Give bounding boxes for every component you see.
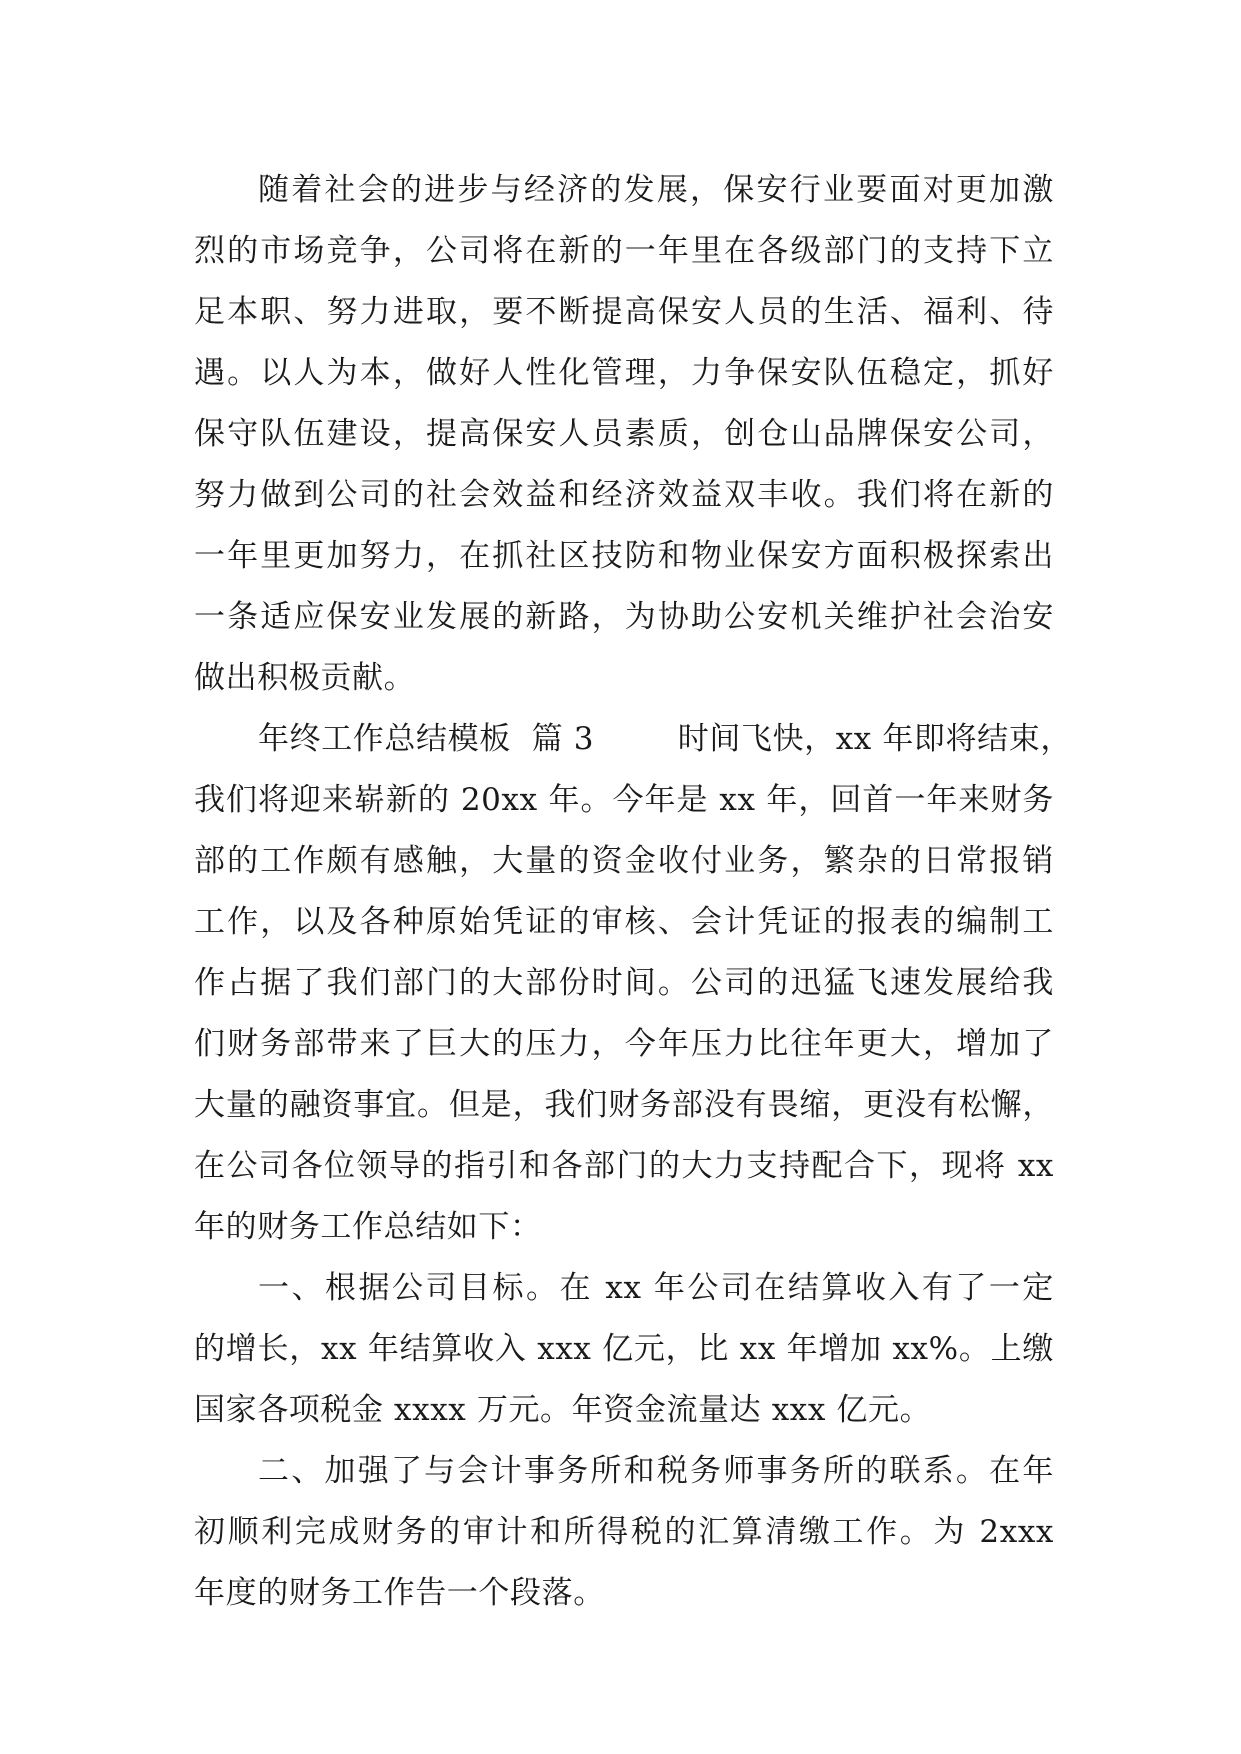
- text-line: 的增长，xx 年结算收入 xxx 亿元，比 xx 年增加 xx%。上缴: [194, 1331, 1054, 1367]
- text-line: 二、加强了与会计事务所和税务师事务所的联系。在年: [258, 1453, 1054, 1489]
- text-line: 努力做到公司的社会效益和经济效益双丰收。我们将在新的: [194, 477, 1054, 513]
- text-line: 足本职、努力进取，要不断提高保安人员的生活、福利、待: [194, 294, 1054, 330]
- text-line: 们财务部带来了巨大的压力，今年压力比往年更大，增加了: [194, 1026, 1054, 1062]
- text-line: 国家各项税金 xxxx 万元。年资金流量达 xxx 亿元。: [194, 1392, 932, 1428]
- text-line: 一、根据公司目标。在 xx 年公司在结算收入有了一定: [258, 1270, 1054, 1306]
- text-line: 烈的市场竞争，公司将在新的一年里在各级部门的支持下立: [194, 233, 1054, 269]
- text-line: 年终工作总结模板 篇 3 时间飞快，xx 年即将结束，: [258, 721, 1072, 757]
- text-line: 保守队伍建设，提高保安人员素质，创仓山品牌保安公司，: [194, 416, 1054, 452]
- text-line: 一年里更加努力，在抓社区技防和物业保安方面积极探索出: [194, 538, 1054, 574]
- paragraph-template-3-intro: [194, 709, 1072, 1258]
- text-line: 遇。以人为本，做好人性化管理，力争保安队伍稳定，抓好: [194, 355, 1054, 391]
- text-line: 做出积极贡献。: [194, 660, 416, 696]
- paragraph-item-1: [194, 1258, 1054, 1441]
- text-line: 随着社会的进步与经济的发展，保安行业要面对更加激: [258, 172, 1054, 208]
- text-line: 工作，以及各种原始凭证的审核、会计凭证的报表的编制工: [194, 904, 1054, 940]
- paragraph-item-2: [194, 1441, 1054, 1624]
- text-line: 初顺利完成财务的审计和所得税的汇算清缴工作。为 2xxx: [194, 1514, 1054, 1550]
- text-line: 我们将迎来崭新的 20xx 年。今年是 xx 年，回首一年来财务: [194, 782, 1054, 818]
- text-line: 一条适应保安业发展的新路，为协助公安机关维护社会治安: [194, 599, 1054, 635]
- text-line: 部的工作颇有感触，大量的资金收付业务，繁杂的日常报销: [194, 843, 1054, 879]
- paragraph-security-outlook: [194, 160, 1054, 709]
- text-line: 在公司各位领导的指引和各部门的大力支持配合下，现将 xx: [194, 1148, 1054, 1184]
- text-line: 年度的财务工作告一个段落。: [194, 1575, 605, 1611]
- document-body: [194, 160, 1072, 1624]
- text-line: 年的财务工作总结如下：: [194, 1209, 542, 1245]
- text-line: 作占据了我们部门的大部份时间。公司的迅猛飞速发展给我: [194, 965, 1054, 1001]
- text-line: 大量的融资事宜。但是，我们财务部没有畏缩，更没有松懈，: [194, 1087, 1054, 1123]
